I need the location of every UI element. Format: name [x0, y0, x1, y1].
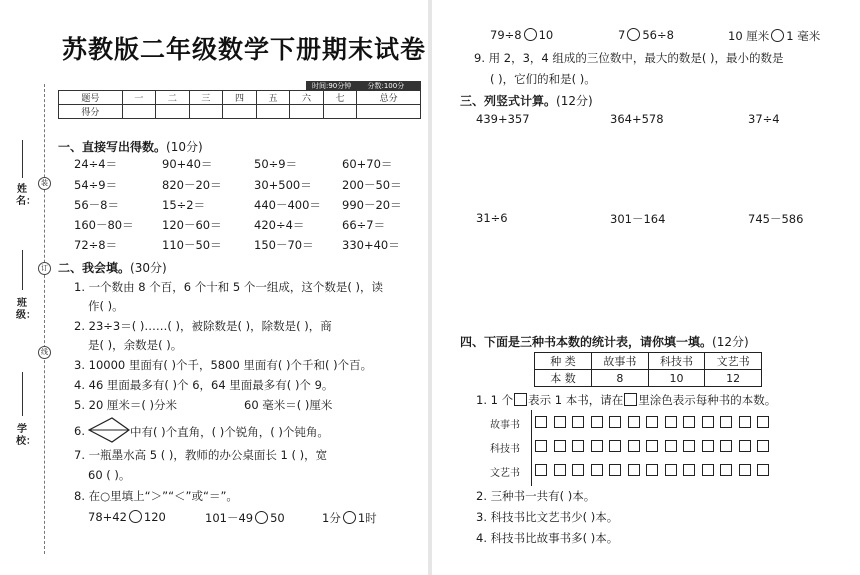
calc-item: 440－400＝ [254, 198, 321, 212]
bar-square-cell[interactable] [554, 464, 566, 476]
question-2-1-line1: 1. 一个数由 8 个百，6 个十和 5 个一组成，这个数是( )，读 [74, 280, 383, 294]
question-2-1-line2: 作( )。 [88, 299, 124, 313]
compare-item: 10 厘米 1 毫米 [728, 29, 821, 43]
kite-shape-icon [88, 416, 130, 444]
compare-item: 1分 1时 [322, 511, 377, 525]
bar-square-cell[interactable] [572, 440, 584, 452]
bar-square-cell[interactable] [702, 464, 714, 476]
question-4-3: 3. 科技书比文艺书少( )本。 [476, 510, 619, 524]
bar-square-cell[interactable] [646, 416, 658, 428]
compare-item: 101－49 50 [205, 511, 285, 525]
book-stats-table [534, 352, 762, 387]
bar-square-cell[interactable] [720, 416, 732, 428]
book-table-cell: 种 类 [535, 353, 592, 370]
score-header-cell: 三 [189, 91, 223, 105]
bar-square-cell[interactable] [683, 464, 695, 476]
bar-square-cell[interactable] [591, 464, 603, 476]
bar-square-cell[interactable] [628, 440, 640, 452]
calc-item: 150－70＝ [254, 238, 314, 252]
vertical-calc-problem: 439+357 [476, 112, 530, 126]
calc-item: 330+40＝ [342, 238, 400, 252]
name-label: 姓名： [16, 184, 36, 207]
book-table-cell: 科技书 [648, 353, 705, 370]
bar-square-cell[interactable] [757, 440, 769, 452]
question-2-9-line2: ( )，它们的和是( )。 [490, 72, 596, 86]
compare-item: 79÷8 10 [490, 28, 554, 42]
bar-square-cell[interactable] [554, 416, 566, 428]
question-2-4: 4. 46 里面最多有( )个 6，64 里面最多有( )个 9。 [74, 378, 334, 392]
compare-circle[interactable] [771, 29, 784, 42]
question-2-5a: 5. 20 厘米＝( )分米 [74, 398, 178, 412]
calc-item: 990－20＝ [342, 198, 402, 212]
score-header-cell: 六 [290, 91, 324, 105]
binding-mark-ding: 订 [38, 262, 51, 275]
vertical-calc-problem: 364+578 [610, 112, 664, 126]
question-4-2: 2. 三种书一共有( )本。 [476, 489, 596, 503]
total-score: 分数:100分 [367, 82, 405, 90]
book-table-cell: 12 [705, 370, 762, 387]
calc-item: 200－50＝ [342, 178, 402, 192]
score-cell[interactable] [122, 105, 156, 119]
question-2-2-line2: 是( )，余数是( )。 [88, 338, 183, 352]
question-2-2-line1: 2. 23÷3＝( )……( )，被除数是( )，除数是( )，商 [74, 319, 332, 333]
score-header-cell: 七 [323, 91, 357, 105]
bar-square-cell[interactable] [535, 464, 547, 476]
question-2-7-line2: 60 ( )。 [88, 468, 131, 482]
class-label: 班级： [16, 298, 36, 321]
bar-label: 文艺书 [490, 468, 520, 479]
binding-dashed-line [44, 84, 45, 554]
bar-square-cell[interactable] [720, 464, 732, 476]
book-table-cell: 8 [592, 370, 649, 387]
compare-circle[interactable] [627, 28, 640, 41]
bar-square-cell[interactable] [702, 440, 714, 452]
bar-square-cell[interactable] [535, 416, 547, 428]
square-legend-icon [624, 393, 637, 406]
vertical-calc-problem: 301－164 [610, 212, 666, 226]
question-2-6: 中有( )个直角，( )个锐角，( )个钝角。 [130, 425, 329, 439]
score-header-cell: 一 [122, 91, 156, 105]
question-4-1: 1. 1 个 表示 1 本书，请在 里涂色表示每种书的本数。 [476, 393, 777, 407]
score-header-cell: 题号 [59, 91, 123, 105]
class-blank-line [22, 250, 23, 290]
score-cell[interactable] [256, 105, 290, 119]
calc-item: 15÷2＝ [162, 198, 206, 212]
bar-square-cell[interactable] [591, 440, 603, 452]
question-2-7-line1: 7. 一瓶墨水高 5 ( )，教师的办公桌面长 1 ( )，宽 [74, 448, 328, 462]
section4-heading: 四、下面是三种书本数的统计表，请你填一填。(12分) [460, 335, 749, 349]
binding-mark-zhuang: 装 [38, 177, 51, 190]
bar-square-cell[interactable] [535, 440, 547, 452]
section1-heading: 一、直接写出得数。(10分) [58, 140, 203, 154]
calc-item: 60+70＝ [342, 157, 393, 171]
bar-square-cell[interactable] [554, 440, 566, 452]
bar-axis-line [531, 410, 532, 486]
bar-square-cell[interactable] [739, 440, 751, 452]
compare-circle[interactable] [255, 511, 268, 524]
calc-item: 160－80＝ [74, 218, 134, 232]
compare-circle[interactable] [524, 28, 537, 41]
compare-item: 7 56÷8 [618, 28, 674, 42]
vertical-calc-problem: 745－586 [748, 212, 804, 226]
calc-item: 50÷9＝ [254, 157, 298, 171]
bar-square-cell[interactable] [739, 416, 751, 428]
bar-square-cell[interactable] [665, 440, 677, 452]
bar-square-cell[interactable] [683, 440, 695, 452]
bar-square-cell[interactable] [572, 416, 584, 428]
question-4-4: 4. 科技书比故事书多( )本。 [476, 531, 619, 545]
name-blank-line [22, 140, 23, 178]
bar-square-cell[interactable] [609, 464, 621, 476]
question-2-8: 8. 在○里填上“＞”“＜”或“＝”。 [74, 489, 238, 503]
score-header-cell: 总分 [357, 91, 421, 105]
bar-square-cell[interactable] [572, 464, 584, 476]
calc-item: 110－50＝ [162, 238, 222, 252]
score-cell[interactable] [189, 105, 223, 119]
bar-square-cell[interactable] [683, 416, 695, 428]
score-header-cell: 四 [223, 91, 257, 105]
bar-square-cell[interactable] [609, 440, 621, 452]
page-title: 苏教版二年级数学下册期末试卷 [62, 35, 427, 64]
book-table-cell: 10 [648, 370, 705, 387]
bar-square-cell[interactable] [757, 464, 769, 476]
question-2-6-number: 6. [74, 424, 85, 438]
book-table-cell: 文艺书 [705, 353, 762, 370]
bar-square-cell[interactable] [665, 464, 677, 476]
calc-item: 90+40＝ [162, 157, 213, 171]
bar-square-cell[interactable] [646, 440, 658, 452]
bar-square-cell[interactable] [757, 416, 769, 428]
school-label: 学校： [16, 424, 36, 447]
calc-item: 72÷8＝ [74, 238, 118, 252]
score-cell[interactable] [357, 105, 421, 119]
calc-item: 420÷4＝ [254, 218, 305, 232]
calc-item: 54÷9＝ [74, 178, 118, 192]
bar-square-cell[interactable] [628, 416, 640, 428]
bar-row-literature [535, 464, 785, 477]
compare-item: 78+42 120 [88, 510, 166, 524]
calc-item: 66÷7＝ [342, 218, 386, 232]
vertical-calc-problem: 37÷4 [748, 112, 780, 126]
section2-heading: 二、我会填。(30分) [58, 261, 167, 275]
bar-row-science [535, 440, 785, 453]
bar-square-cell[interactable] [646, 464, 658, 476]
bar-label: 故事书 [490, 420, 520, 431]
calc-item: 56－8＝ [74, 198, 119, 212]
calc-item: 820－20＝ [162, 178, 222, 192]
bar-square-cell[interactable] [628, 464, 640, 476]
book-table-header [535, 353, 762, 370]
school-blank-line [22, 372, 23, 416]
bar-row-story [535, 416, 785, 429]
bar-label: 科技书 [490, 444, 520, 455]
score-table-header [59, 91, 421, 105]
bar-square-cell[interactable] [702, 416, 714, 428]
compare-circle[interactable] [129, 510, 142, 523]
book-table-cell: 本 数 [535, 370, 592, 387]
bar-square-cell[interactable] [739, 464, 751, 476]
score-cell[interactable] [323, 105, 357, 119]
score-cell[interactable] [156, 105, 190, 119]
score-cell[interactable] [223, 105, 257, 119]
vertical-calc-problem: 31÷6 [476, 211, 508, 225]
bar-square-cell[interactable] [665, 416, 677, 428]
section3-heading: 三、列竖式计算。(12分) [460, 94, 593, 108]
score-header-cell: 五 [256, 91, 290, 105]
score-table [58, 90, 421, 119]
calc-item: 120－60＝ [162, 218, 222, 232]
score-cell[interactable] [290, 105, 324, 119]
score-row-label: 得分 [59, 105, 123, 119]
score-table-row [59, 105, 421, 119]
calc-item: 24÷4＝ [74, 157, 118, 171]
bar-square-cell[interactable] [609, 416, 621, 428]
binding-mark-xian: 线 [38, 346, 51, 359]
square-legend-icon [514, 393, 527, 406]
book-table-row [535, 370, 762, 387]
book-table-cell: 故事书 [592, 353, 649, 370]
bar-square-cell[interactable] [720, 440, 732, 452]
calc-item: 30+500＝ [254, 178, 312, 192]
time-limit: 时间:90分钟 [312, 82, 352, 90]
bar-square-cell[interactable] [591, 416, 603, 428]
question-2-3: 3. 10000 里面有( )个千，5800 里面有( )个千和( )个百。 [74, 358, 373, 372]
question-2-5b: 60 毫米＝( )厘米 [244, 398, 333, 412]
question-2-9-line1: 9. 用 2，3，4 组成的三位数中，最大的数是( )，最小的数是 [474, 51, 784, 65]
score-header-cell: 二 [156, 91, 190, 105]
compare-circle[interactable] [343, 511, 356, 524]
